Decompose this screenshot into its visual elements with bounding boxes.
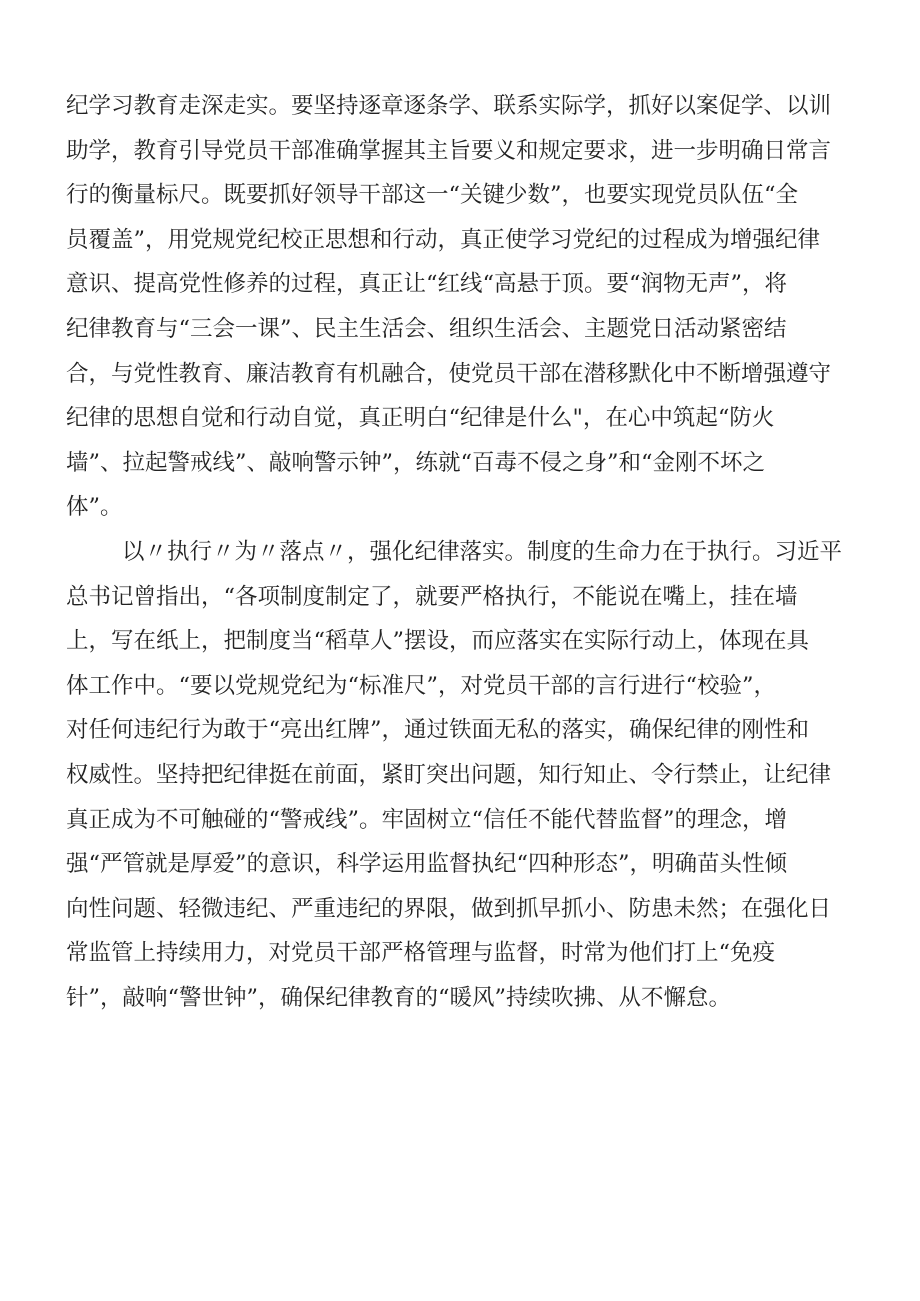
paragraph-discipline-education	[66, 84, 866, 530]
paragraph-line: 体工作中。“要以党规党纪为“标准尺”，对党员干部的言行进行“校验”，	[66, 672, 777, 699]
paragraph-line: 总书记曾指出，“各项制度制定了，就要严格执行，不能说在嘴上，挂在墙	[66, 583, 798, 610]
paragraph-line: 常监管上持续用力，对党员干部严格管理与监督，时常为他们打上“免疫	[66, 940, 776, 967]
paragraph-line: 纪学习教育走深走实。要坚持逐章逐条学、联系实际学，抓好以案促学、以训	[66, 93, 832, 119]
paragraph-line: 对任何违纪行为敢于“亮出红牌”，通过铁面无私的落实，确保纪律的刚性和	[66, 717, 810, 744]
paragraph-discipline-implementation	[66, 530, 866, 1021]
paragraph-line: 纪律的思想自觉和行动自觉，真正明白“纪律是什么"，在心中筑起“防火	[66, 405, 775, 432]
paragraph-line: 体”。	[66, 494, 123, 521]
paragraph-line: 向性问题、轻微违纪、严重违纪的界限，做到抓早抓小、防患未然；在强化日	[66, 895, 832, 922]
paragraph-line: 上，写在纸上，把制度当“稻草人”摆设，而应落实在实际行动上，体现在具	[66, 628, 810, 655]
paragraph-line: 行的衡量标尺。既要抓好领导干部这一“关键少数”，也要实现党员队伍“全	[66, 182, 799, 209]
paragraph-line: 权威性。坚持把纪律挺在前面，紧盯突出问题，知行知止、令行禁止，让纪律	[66, 761, 832, 788]
paragraph-line: 墙”、拉起警戒线”、敲响警示钟”，练就“百毒不侵之身”和“金刚不坏之	[66, 449, 766, 476]
paragraph-line: 纪律教育与“三会一课”、民主生活会、组织生活会、主题党日活动紧密结	[66, 315, 787, 342]
paragraph-line: 员覆盖”，用党规党纪校正思想和行动，真正使学习党纪的过程成为增强纪律	[66, 226, 821, 253]
paragraph-first-line: 以〃执行〃为〃落点〃，强化纪律落实。制度的生命力在于执行。习近平	[122, 538, 843, 565]
paragraph-line: 真正成为不可触碰的“警戒线”。牢固树立“信任不能代替监督”的理念，增	[66, 806, 788, 833]
paragraph-line: 助学，教育引导党员干部准确掌握其主旨要义和规定要求，进一步明确日常言	[66, 137, 832, 164]
document-body	[66, 84, 866, 1020]
paragraph-line: 强“严管就是厚爱”的意识，科学运用监督执纪“四种形态”，明确苗头性倾	[66, 851, 788, 878]
paragraph-line: 意识、提高党性修养的过程，真正让“红线“高悬于顶。要“润物无声”，将	[66, 271, 788, 298]
paragraph-line: 针”，敲响“警世钟”，确保纪律教育的“暖风”持续吹拂、从不懈怠。	[66, 984, 732, 1011]
paragraph-line: 合，与党性教育、廉洁教育有机融合，使党员干部在潜移默化中不断增强遵守	[66, 360, 832, 387]
